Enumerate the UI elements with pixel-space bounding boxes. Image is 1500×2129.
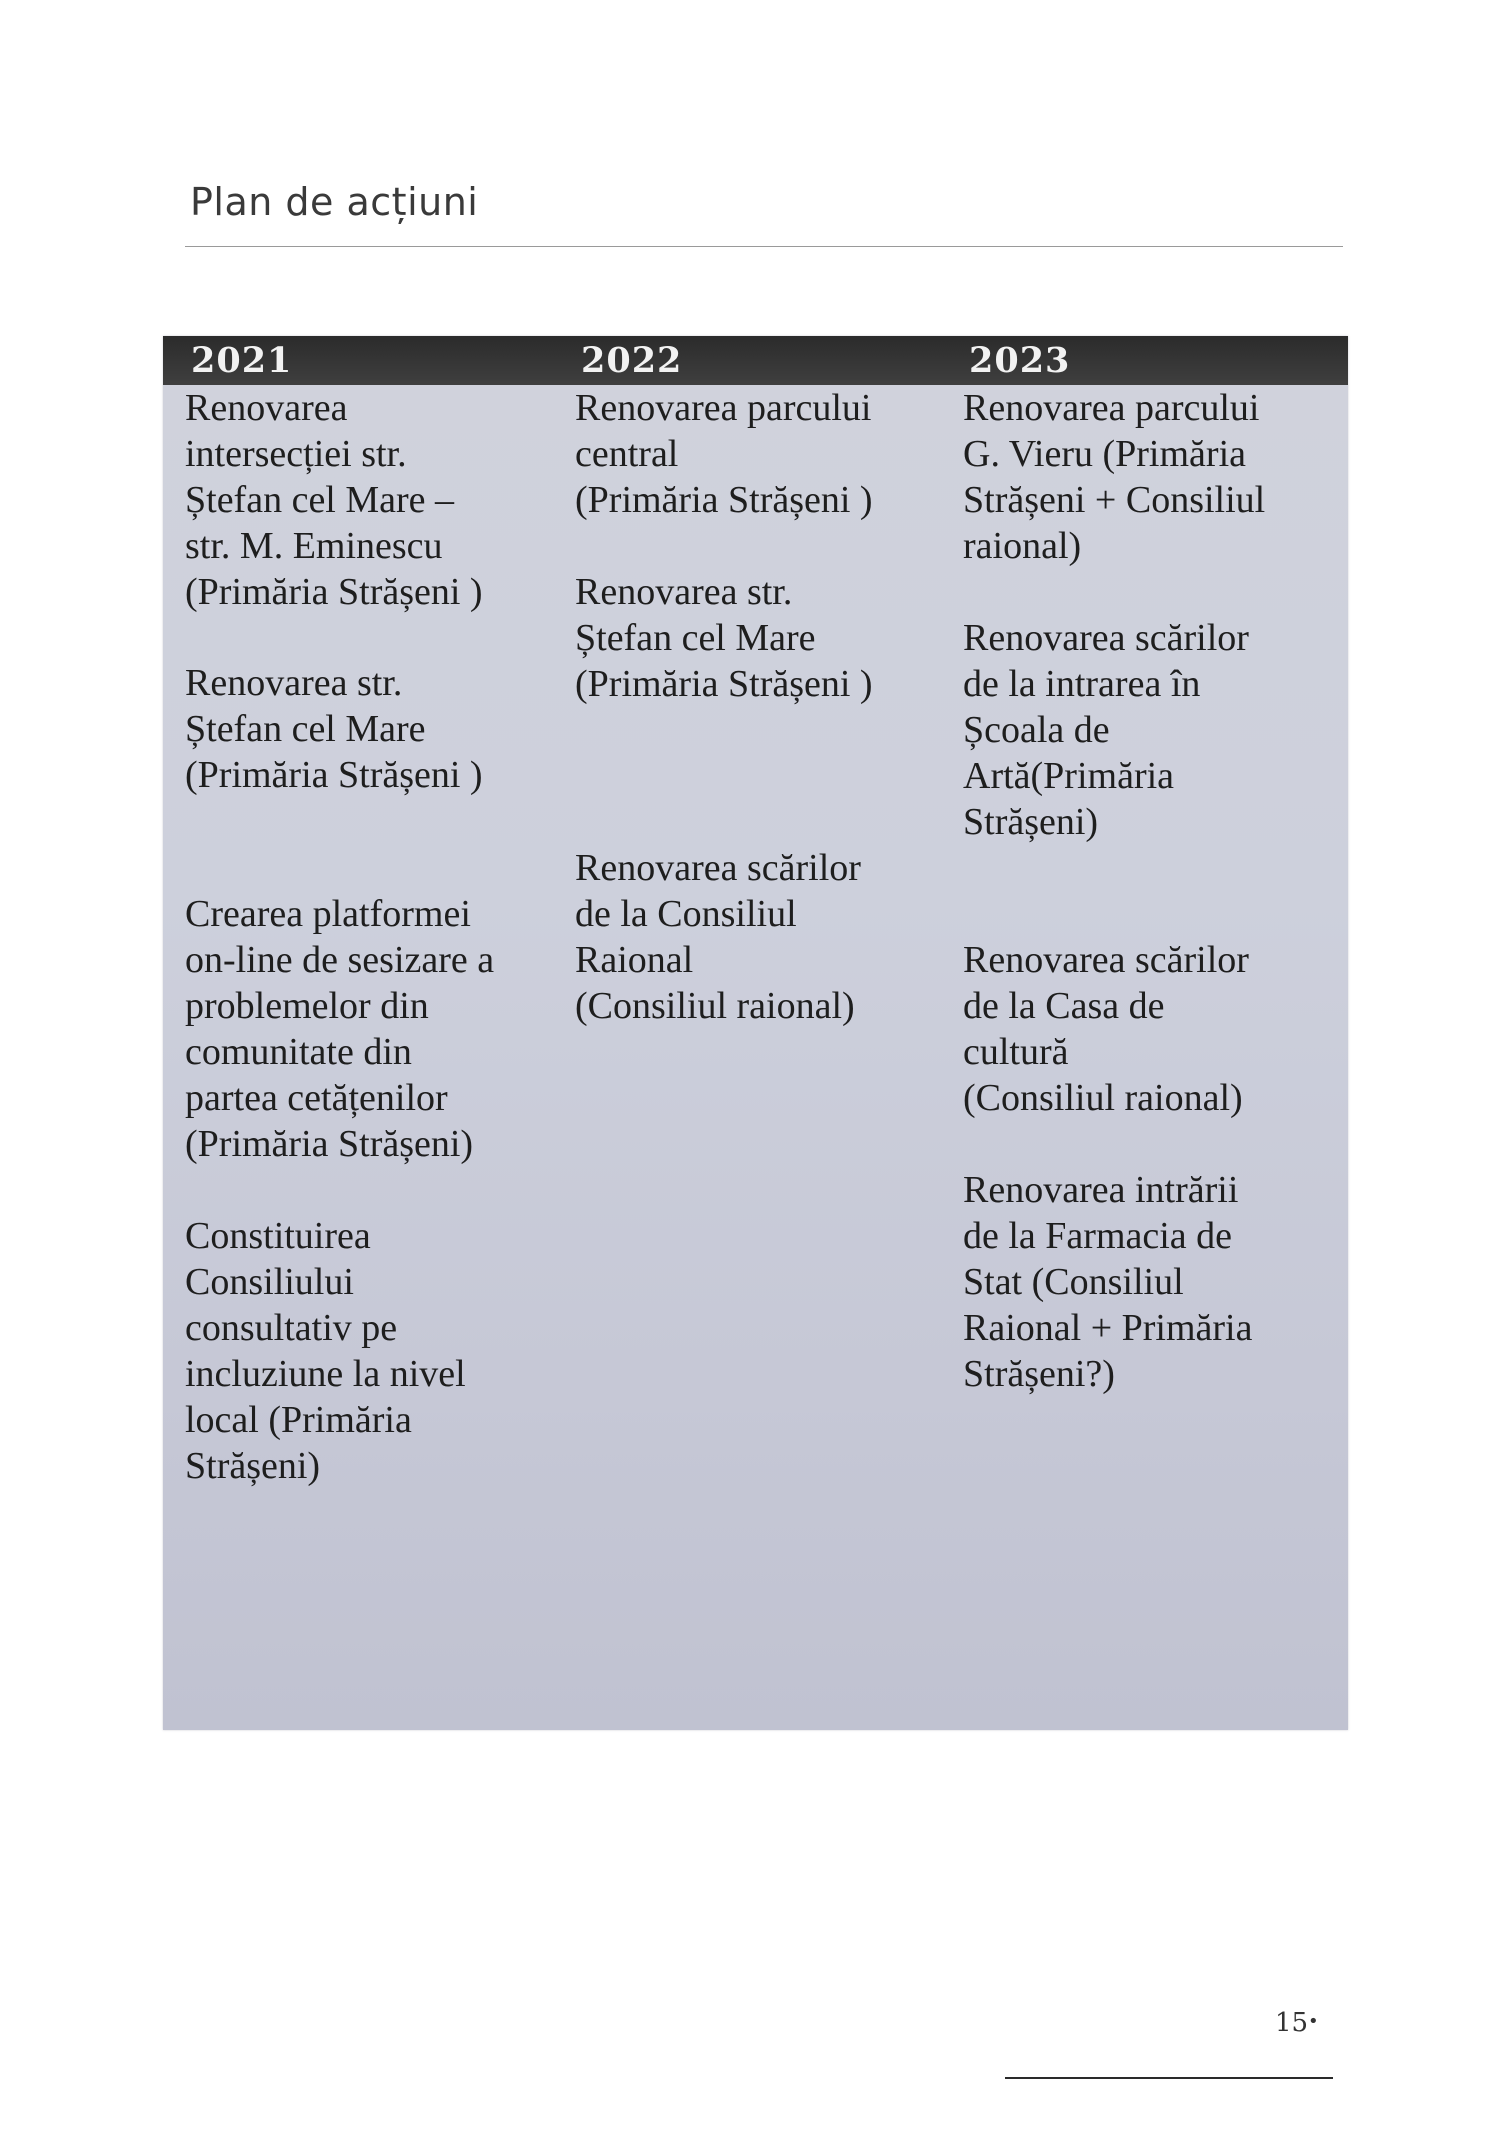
action-item: [575, 845, 861, 1029]
item-line: Strășeni): [963, 801, 1099, 843]
action-item: [963, 1167, 1252, 1397]
header-divider: [185, 246, 1343, 247]
item-line: Consiliului: [185, 1261, 354, 1303]
item-line: (Primăria Strășeni ): [185, 571, 483, 613]
item-line: consultativ pe: [185, 1307, 398, 1349]
item-line: G. Vieru (Primăria: [963, 433, 1246, 475]
item-line: partea cetățenilor: [185, 1077, 448, 1119]
item-line: de la Farmacia de: [963, 1215, 1233, 1257]
item-line: de la intrarea în: [963, 663, 1201, 705]
item-line: de la Consiliul: [575, 893, 797, 935]
year-header-row: [163, 336, 1348, 385]
item-line: Renovarea parcului: [963, 387, 1260, 429]
action-item: [575, 385, 873, 523]
action-item: [185, 385, 483, 615]
item-line: Raional + Primăria: [963, 1307, 1253, 1349]
year-header-2021: 2021: [191, 340, 293, 381]
item-line: Crearea platformei: [185, 893, 471, 935]
item-line: Ștefan cel Mare: [185, 708, 426, 750]
year-header-2023: 2023: [969, 340, 1071, 381]
item-line: (Primăria Strășeni ): [185, 754, 483, 796]
action-item: [963, 937, 1249, 1121]
item-line: Ștefan cel Mare –: [185, 479, 455, 521]
year-header-2022: 2022: [581, 340, 683, 381]
item-line: on-line de sesizare a: [185, 939, 495, 981]
item-line: Ștefan cel Mare: [575, 617, 816, 659]
page-number-bullet: •: [1308, 2011, 1319, 2032]
item-line: Raional: [575, 939, 694, 981]
item-line: Stat (Consiliul: [963, 1261, 1184, 1303]
item-line: (Consiliul raional): [963, 1077, 1243, 1119]
item-line: Strășeni?): [963, 1353, 1115, 1395]
item-line: comunitate din: [185, 1031, 412, 1073]
item-line: Renovarea str.: [575, 571, 793, 613]
item-line: Renovarea scărilor: [963, 617, 1249, 659]
item-line: Constituirea: [185, 1215, 371, 1257]
item-line: Renovarea scărilor: [575, 847, 861, 889]
item-line: de la Casa de: [963, 985, 1165, 1027]
item-line: (Primăria Strășeni ): [575, 479, 873, 521]
item-line: Strășeni + Consiliul: [963, 479, 1266, 521]
item-line: (Primăria Strășeni): [185, 1123, 474, 1165]
item-line: (Primăria Strășeni ): [575, 663, 873, 705]
item-line: problemelor din: [185, 985, 429, 1027]
action-plan-table: [163, 336, 1348, 1730]
action-item: [963, 385, 1265, 569]
item-line: local (Primăria: [185, 1399, 412, 1441]
item-line: Renovarea str.: [185, 662, 403, 704]
item-line: central: [575, 433, 679, 475]
item-line: intersecției str.: [185, 433, 407, 475]
item-line: Școala de: [963, 709, 1110, 751]
item-line: (Consiliul raional): [575, 985, 855, 1027]
footer-divider: [1005, 2077, 1333, 2079]
item-line: Renovarea parcului: [575, 387, 872, 429]
item-line: cultură: [963, 1031, 1069, 1073]
action-item: [185, 891, 494, 1167]
item-line: Renovarea: [185, 387, 348, 429]
page-title: Plan de acțiuni: [190, 180, 479, 224]
action-item: [575, 569, 873, 707]
item-line: Strășeni): [185, 1445, 321, 1487]
item-line: Renovarea scărilor: [963, 939, 1249, 981]
item-line: Artă(Primăria: [963, 755, 1175, 797]
page-number: 15: [1275, 2008, 1309, 2038]
item-line: Renovarea intrării: [963, 1169, 1239, 1211]
item-line: str. M. Eminescu: [185, 525, 443, 567]
action-item: [185, 660, 483, 798]
item-line: raional): [963, 525, 1082, 567]
action-item: [963, 615, 1249, 845]
action-item: [185, 1213, 466, 1489]
item-line: incluziune la nivel: [185, 1353, 466, 1395]
